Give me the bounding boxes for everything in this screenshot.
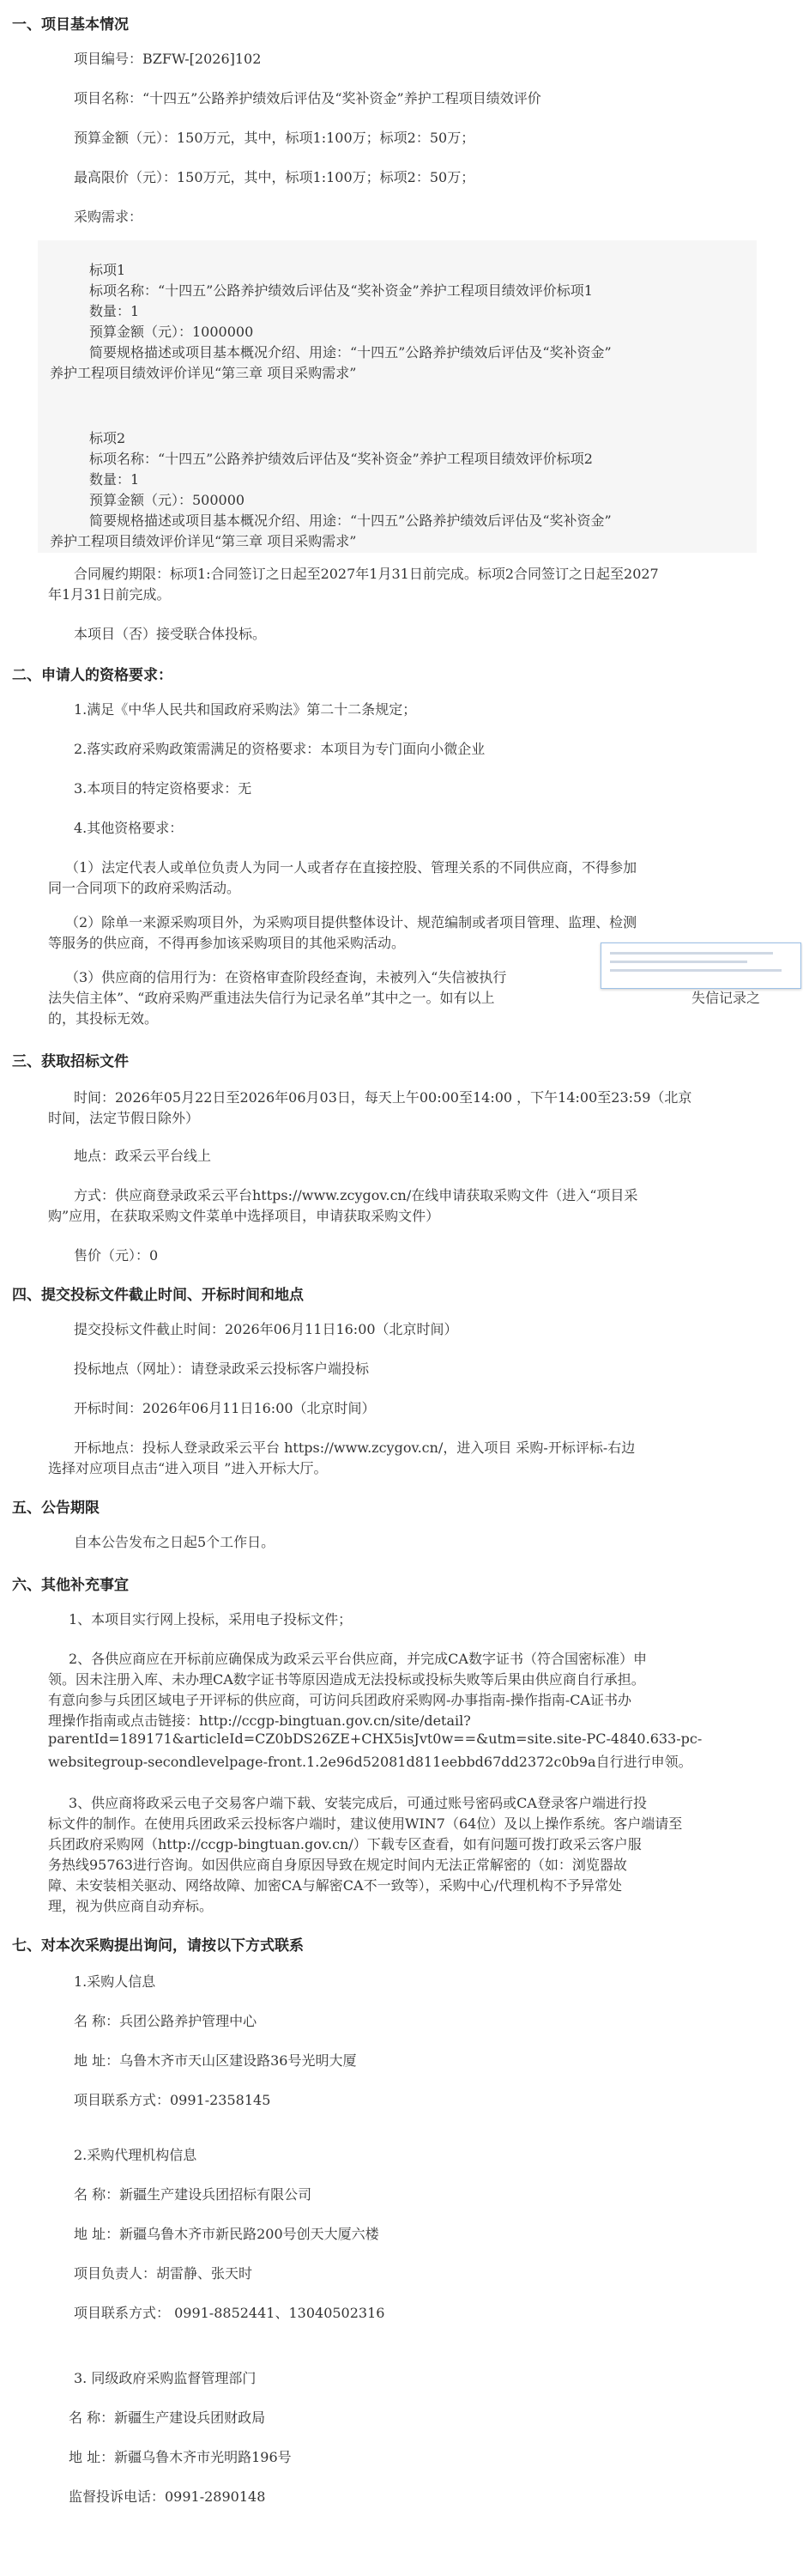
supplement-3-line3: 兵团政府采购网（http://ccgp-bingtuan.gov.cn/）下载专区查看，如有问题可拨打政采云客户服 bbox=[48, 1836, 642, 1852]
agency-phone: 项目联系方式： 0991-8852441、13040502316 bbox=[74, 2305, 385, 2321]
requirement-3-cont: 法失信主体”、“政府采购严重违法失信行为记录名单”其中之一。如有以上 bbox=[48, 990, 495, 1006]
section6-heading: 六、其他补充事宜 bbox=[12, 1577, 129, 1594]
lot1-quantity: 数量：1 bbox=[89, 303, 140, 319]
lot2-desc-cont: 养护工程项目绩效评价详见“第三章 项目采购需求” bbox=[50, 533, 357, 549]
opening-place-cont: 选择对应项目点击“进入项目 ”进入开标大厅。 bbox=[48, 1460, 328, 1476]
supplement-1: 1、本项目实行网上投标，采用电子投标文件； bbox=[69, 1611, 353, 1627]
supervisor-phone: 监督投诉电话：0991-2890148 bbox=[69, 2488, 266, 2505]
supervisor-info-title: 3. 同级政府采购监督管理部门 bbox=[74, 2370, 257, 2386]
supplement-2-line3: 有意向参与兵团区域电子开评标的供应商，可访问兵团政府采购网-办事指南-操作指南-CA证书办 bbox=[48, 1692, 632, 1708]
bid-location: 投标地点（网址）：请登录政采云投标客户端投标 bbox=[74, 1361, 370, 1377]
lot2-quantity: 数量：1 bbox=[89, 471, 140, 488]
popup-text-line bbox=[610, 952, 773, 955]
supplement-2-line2: 领。因未注册入库、未办理CA数字证书等原因造成无法投标或投标失败等后果由供应商自行承担。 bbox=[48, 1671, 645, 1688]
requirement-1-cont: 同一合同项下的政府采购活动。 bbox=[48, 880, 241, 896]
lot2-title: 标项名称：“十四五”公路养护绩效后评估及“奖补资金”养护工程项目绩效评价标项2 bbox=[89, 451, 593, 467]
purchaser-address: 地 址：乌鲁木齐市天山区建设路36号光明大厦 bbox=[74, 2052, 357, 2069]
purchaser-name: 名 称：兵团公路养护管理中心 bbox=[74, 2013, 257, 2029]
section2-heading: 二、申请人的资格要求： bbox=[12, 667, 172, 684]
purchaser-phone: 项目联系方式：0991-2358145 bbox=[74, 2092, 271, 2108]
requirements-label: 采购需求： bbox=[74, 209, 143, 225]
lot1-name: 标项1 bbox=[89, 262, 126, 278]
acquisition-time: 时间：2026年05月22日至2026年06月03日，每天上午00:00至14:00 ，下午14:00至23:59（北京 bbox=[74, 1089, 692, 1106]
acquisition-method: 方式：供应商登录政采云平台https://www.zcygov.cn/在线申请获取采购文件（进入“项目采 bbox=[74, 1187, 638, 1203]
supplement-3-line2: 标文件的制作。在使用兵团政采云投标客户端时，建议使用WIN7（64位）及以上操作系统。客户端请至 bbox=[48, 1815, 683, 1832]
qualification-3: 3.本项目的特定资格要求：无 bbox=[74, 780, 252, 797]
lot1-desc-cont: 养护工程项目绩效评价详见“第三章 项目采购需求” bbox=[50, 365, 357, 381]
supplement-3-line4: 务热线95763进行咨询。如因供应商自身原因导致在规定时间内无法正常解密的（如：浏览器故 bbox=[48, 1857, 627, 1873]
floating-preview-popup[interactable] bbox=[601, 943, 801, 989]
requirement-1: （1）法定代表人或单位负责人为同一人或者存在直接控股、管理关系的不同供应商，不得参加 bbox=[65, 859, 637, 876]
acquisition-place: 地点：政采云平台线上 bbox=[74, 1148, 212, 1164]
agency-person: 项目负责人：胡雷静、张天时 bbox=[74, 2265, 253, 2282]
opening-place: 开标地点：投标人登录政采云平台 https://www.zcygov.cn/，进入项目 采购-开标评标-右边 bbox=[74, 1440, 636, 1456]
lot2-desc: 简要规格描述或项目基本概况介绍、用途：“十四五”公路养护绩效后评估及“奖补资金” bbox=[89, 512, 612, 529]
supervisor-name: 名 称：新疆生产建设兵团财政局 bbox=[69, 2409, 266, 2426]
supplement-2-line5[interactable]: parentId=189171&articleId=CZ0bDS26ZE+CHX5isJvt0w==&utm=site.site-PC-4840.633-pc- bbox=[48, 1730, 703, 1747]
consortium-note: 本项目（否）接受联合体投标。 bbox=[74, 626, 267, 642]
requirement-3-tail: 失信记录之 bbox=[691, 990, 761, 1006]
section5-heading: 五、公告期限 bbox=[12, 1500, 100, 1517]
agency-name: 名 称：新疆生产建设兵团招标有限公司 bbox=[74, 2186, 312, 2203]
project-number: 项目编号：BZFW-[2026]102 bbox=[74, 51, 262, 67]
popup-text-line bbox=[610, 961, 747, 963]
requirement-3: （3）供应商的信用行为：在资格审查阶段经查询，未被列入“失信被执行 bbox=[65, 969, 507, 985]
lot1-budget: 预算金额（元）：1000000 bbox=[89, 324, 254, 340]
lot2-name: 标项2 bbox=[89, 430, 126, 446]
agency-info-title: 2.采购代理机构信息 bbox=[74, 2147, 197, 2163]
qualification-1: 1.满足《中华人民共和国政府采购法》第二十二条规定； bbox=[74, 701, 417, 718]
supplement-2-line1: 2、各供应商应在开标前应确保成为政采云平台供应商，并完成CA数字证书（符合国密标准）申 bbox=[69, 1651, 647, 1667]
supplement-3-line6: 理，视为供应商自动弃标。 bbox=[48, 1898, 214, 1914]
purchaser-info-title: 1.采购人信息 bbox=[74, 1973, 156, 1990]
popup-text-line bbox=[610, 969, 782, 972]
bid-deadline: 提交投标文件截止时间：2026年06月11日16:00（北京时间） bbox=[74, 1321, 458, 1337]
contract-period: 合同履约期限：标项1:合同签订之日起至2027年1月31日前完成。标项2合同签订之日起至2027 bbox=[74, 566, 659, 582]
qualification-2: 2.落实政府采购政策需满足的资格要求：本项目为专门面向小微企业 bbox=[74, 741, 486, 757]
lot2-budget: 预算金额（元）：500000 bbox=[89, 492, 245, 508]
supplement-2-line6[interactable]: websitegroup-secondlevelpage-front.1.2e96d52081d811eebbd67dd2372c0b9a自行进行申领。 bbox=[48, 1754, 692, 1770]
supervisor-address: 地 址：新疆乌鲁木齐市光明路196号 bbox=[69, 2449, 292, 2465]
lot1-desc: 简要规格描述或项目基本概况介绍、用途：“十四五”公路养护绩效后评估及“奖补资金” bbox=[89, 344, 612, 361]
acquisition-method-cont: 购”应用，在获取采购文件菜单中选择项目，申请获取采购文件） bbox=[48, 1208, 440, 1224]
requirement-2-cont: 等服务的供应商，不得再参加该采购项目的其他采购活动。 bbox=[48, 935, 406, 951]
section7-heading: 七、对本次采购提出询问，请按以下方式联系 bbox=[12, 1937, 304, 1955]
section1-heading: 一、项目基本情况 bbox=[12, 16, 129, 33]
opening-time: 开标时间：2026年06月11日16:00（北京时间） bbox=[74, 1400, 376, 1416]
supplement-3-line5: 障、未安装相关驱动、网络故障、加密CA与解密CA不一致等），采购中心/代理机构不予异常处 bbox=[48, 1877, 622, 1894]
lot1-title: 标项名称：“十四五”公路养护绩效后评估及“奖补资金”养护工程项目绩效评价标项1 bbox=[89, 282, 593, 299]
project-name: 项目名称：“十四五”公路养护绩效后评估及“奖补资金”养护工程项目绩效评价 bbox=[74, 90, 541, 106]
supplement-2-line4[interactable]: 理操作指南或点击链接：http://ccgp-bingtuan.gov.cn/site/detail? bbox=[48, 1712, 471, 1729]
announcement-period: 自本公告发布之日起5个工作日。 bbox=[74, 1534, 275, 1550]
acquisition-time-cont: 时间，法定节假日除外） bbox=[48, 1110, 200, 1126]
section3-heading: 三、获取招标文件 bbox=[12, 1053, 129, 1070]
supplement-3-line1: 3、供应商将政采云电子交易客户端下载、安装完成后，可通过账号密码或CA登录客户端进行投 bbox=[69, 1795, 647, 1811]
qualification-4: 4.其他资格要求： bbox=[74, 820, 184, 836]
agency-address: 地 址：新疆乌鲁木齐市新民路200号创天大厦六楼 bbox=[74, 2226, 379, 2242]
requirement-3-end: 的，其投标无效。 bbox=[48, 1010, 159, 1027]
document-price: 售价（元）：0 bbox=[74, 1247, 159, 1264]
max-price: 最高限价（元）：150万元，其中，标项1:100万；标项2：50万； bbox=[74, 169, 475, 185]
requirement-2: （2）除单一来源采购项目外，为采购项目提供整体设计、规范编制或者项目管理、监理、检测 bbox=[65, 914, 637, 930]
contract-period-cont: 年1月31日前完成。 bbox=[48, 586, 171, 603]
budget-amount: 预算金额（元）：150万元，其中，标项1:100万；标项2：50万； bbox=[74, 130, 475, 146]
section4-heading: 四、提交投标文件截止时间、开标时间和地点 bbox=[12, 1287, 304, 1304]
